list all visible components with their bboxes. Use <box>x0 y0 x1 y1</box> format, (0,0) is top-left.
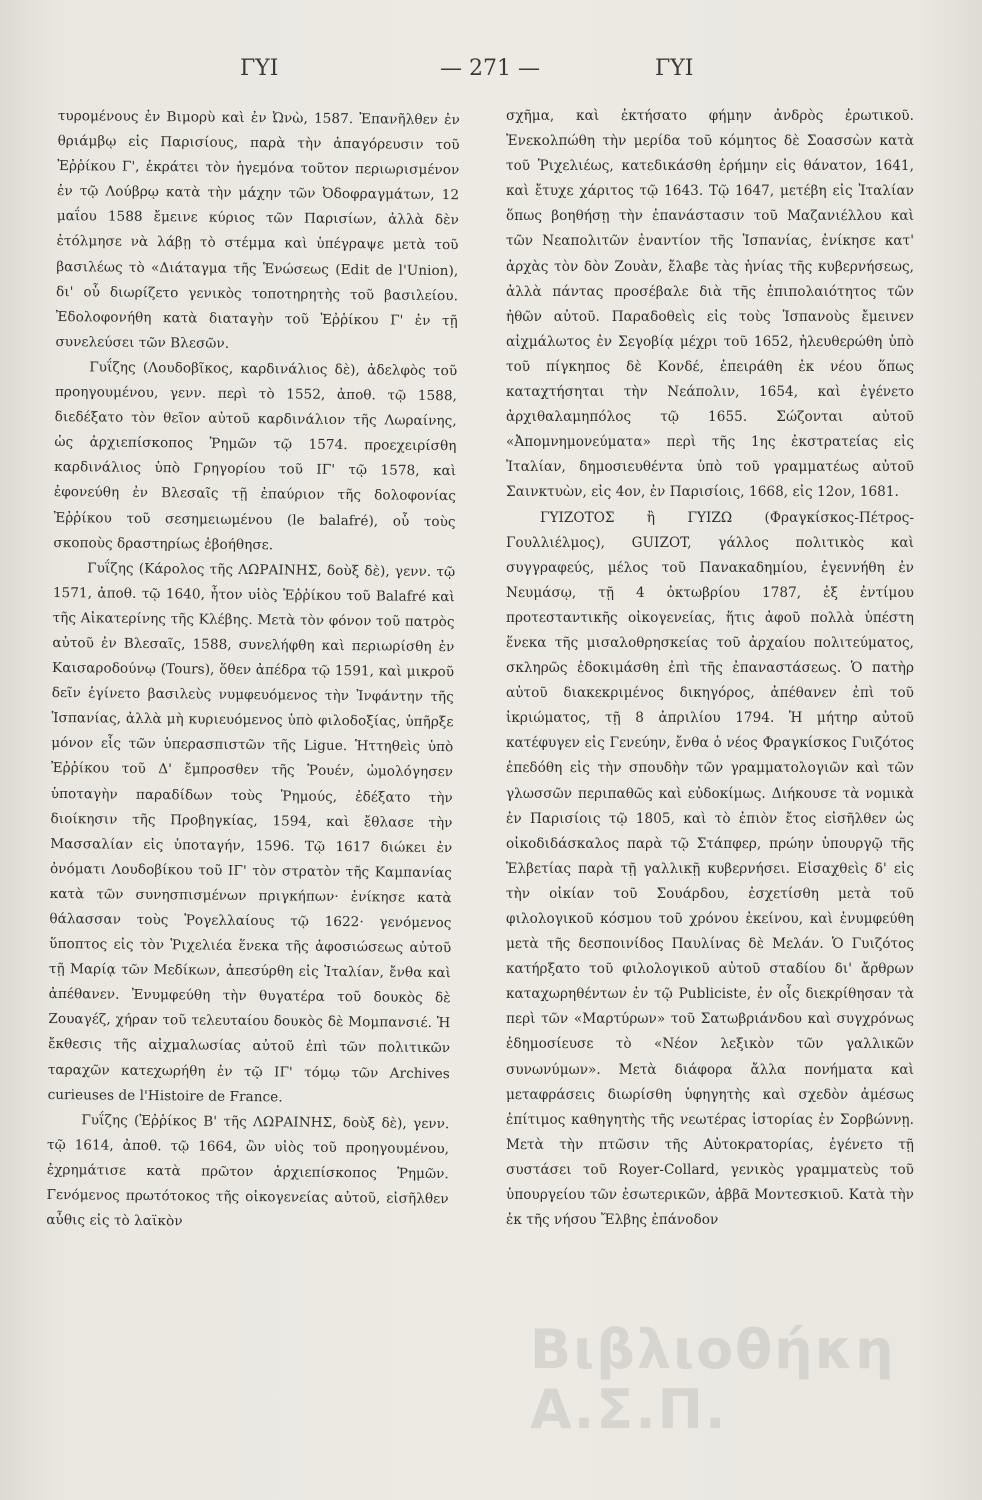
header-left-keyword: ΓΥΙ <box>240 56 279 81</box>
running-header <box>0 56 982 96</box>
library-watermark: Βιβλιοθήκη Α.Σ.Π. <box>530 1318 896 1441</box>
entry-continuation: τυρομένους ἐν Βιμορὺ καὶ ἐν Ὠνὼ, 1587. Ἐπανῆλθεν ἐν θριάμβῳ εἰς Παρισίους, παρὰ τὴν ἀπαγόρευσιν τοῦ Ἐῤῥίκου Γ', ἐκράτει τὸν ἡγεμόνα τοῦτον περιωρισμένον ἐν τῷ Λούβρῳ κατὰ τὴν μάχην τῶν Ὀδοφραγμάτων, 12 μαΐου 1588 ἔμεινε κύριος τῶν Παρισίων, ἀλλὰ δὲν ἐτόλμησε νὰ λάβῃ τὸ στέμμα καὶ ὑπέγραψε μετὰ τοῦ βασιλέως τὸ «Διάταγμα τῆς Ἑνώσεως (Edit de l'Union), δι' οὗ διωρίζετο γενικὸς τοποτηρητὴς τοῦ βασιλείου. Ἐδολοφονήθη κατὰ διαταγὴν τοῦ Ἐῤῥίκου Γ' ἐν τῇ συνελεύσει τῶν Βλεσῶν. <box>55 107 460 352</box>
header-right-keyword: ΓΥΙ <box>655 56 694 81</box>
entry-guise-louis: Γυΐζης (Λουδοβῖκος, καρδινάλιος δὲ), ἀδελφὸς τοῦ προηγουμένου, γενν. περὶ τὸ 1552, ἀποθ. τῷ 1588, διεδέξατο τὸν θεῖον αὐτοῦ καρδινάλιον τῆς Λωραίνης, ὡς ἀρχιεπίσκοπος Ῥημῶν τῷ 1574. προεχειρίσθη καρδινάλιος ὑπὸ Γρηγορίου τοῦ ΙΓ' τῷ 1578, καὶ ἐφονεύθη ἐν Βλεσαῖς τῇ ἐπαύριον τῆς δολοφονίας Ἐῤῥίκου τοῦ σεσημειωμένου (le balafré), οὗ τοὺς σκοποὺς δραστηρίως ἐβοήθησε. <box>53 359 458 553</box>
right-column <box>506 104 914 1233</box>
entry-guizot: ΓΥΙΖΟΤΟΣ ἢ ΓΥΙΖΩ (Φραγκίσκος-Πέτρος-Γουλλιέλμος), GUIZOT, γάλλος πολιτικὸς καὶ συγγραφεύς, μέλος τοῦ Πανακαδημίου, ἐγεννήθη ἐν Νευμάσῳ, τῇ 4 ὀκτωβρίου 1787, ἐξ ἐντίμου προτεσταντικῆς οἰκογενείας, ἥτις ἀφοῦ πολλὰ ὑπέστη ἕνεκα τῆς μισαλοθρησκείας τοῦ ἀρχαίου πολιτεύματος, σκληρῶς ἐδοκιμάσθη ἐπὶ τῆς ἐπαναστάσεως. Ὁ πατὴρ αὐτοῦ διακεκριμένος δικηγόρος, ἀπέθανεν ἐπὶ τοῦ ἰκριώματος, τῇ 8 ἀπριλίου 1794. Ἡ μήτηρ αὐτοῦ κατέφυγεν εἰς Γενεύην, ἔνθα ὁ νέος Φραγκίσκος Γυιζότος ἐπεδόθη εἰς τὴν σπουδὴν τῶν γραμματολογιῶν καὶ τῶν γλωσσῶν περιπαθῶς καὶ εὐδοκίμως. Διήκουσε τὰ νομικὰ ἐν Παρισίοις τῷ 1805, καὶ τὸ ἐπιὸν ἔτος εἰσῆλθεν ὡς οἰκοδιδάσκαλος παρὰ τῷ Στάπφερ, πρώην ὑπουργῷ τῆς Ἑλβετίας παρὰ τῇ γαλλικῇ κυβερνήσει. Εἰσαχθεὶς δ' εἰς τὴν οἰκίαν τοῦ Σουάρδου, ἐσχετίσθη μετὰ τοῦ φιλολογικοῦ κόσμου τοῦ χρόνου ἐκείνου, καὶ ἐνυμφεύθη μετὰ τῆς δεσποινίδος Παυλίνας δὲ Μελάν. Ὁ Γυιζότος κατήρξατο τοῦ φιλολογικοῦ αὐτοῦ σταδίου δι' ἄρθρων καταχωρηθέντων ἐν τῷ Publiciste, ἐν οἷς διεκρίθησαν τὰ περὶ τῶν «Μαρτύρων» τοῦ Σατωβριάνδου καὶ συγχρόνως ἐδημοσίευσε τὸ «Νέον λεξικὸν τῶν γαλλικῶν συνωνύμων». Μετὰ διάφορα ἄλλα πονήματα καὶ μεταφράσεις διωρίσθη ὑφηγητὴς καὶ σχεδὸν ἀμέσως ἐπίτιμος καθηγητὴς τῆς νεωτέρας ἱστορίας ἐν Σορβώννῃ. Μετὰ τὴν πτῶσιν τῆς Αὐτοκρατορίας, ἐγένετο τῇ συστάσει τοῦ Royer-Collard, γενικὸς γραμματεὺς τοῦ ὑπουργείου τῶν ἐσωτερικῶν, ἀββᾶ Μοντεσκιοῦ. Κατὰ τὴν ἐκ τῆς νήσου Ἔλβης ἐπάνοδον <box>506 509 914 1229</box>
left-column <box>46 104 460 1237</box>
page-number: — 271 — <box>440 56 540 81</box>
entry-guise-henri-ii: Γυΐζης (Ἐῤῥίκος Β' τῆς ΛΩΡΑΙΝΗΣ, δοὺξ δὲ), γενν. τῷ 1614, ἀποθ. τῷ 1664, ὢν υἱὸς τοῦ προηγουμένου, ἐχρημάτισε κατὰ πρῶτον ἀρχιεπίσκοπος Ῥημῶν. Γενόμενος πρωτότοκος τῆς οἰκογενείας αὐτοῦ, εἰσῆλθεν αὖθις εἰς τὸ λαϊκὸν <box>46 1112 450 1230</box>
entry-continuation-right: σχῆμα, καὶ ἐκτήσατο φήμην ἀνδρὸς ἐρωτικοῦ. Ἐνεκολπώθη τὴν μερίδα τοῦ κόμητος δὲ Σοασσὼν κατὰ τοῦ Ῥιχελιέως, κατεδικάσθη ἐρήμην εἰς θάνατον, 1641, καὶ ἔτυχε χάριτος τῷ 1643. Τῷ 1647, μετέβη εἰς Ἰταλίαν ὅπως βοηθήσῃ τὴν ἐπανάστασιν τοῦ Μαζανιέλλου καὶ τῶν Νεαπολιτῶν ἐναντίον τῆς Ἱσπανίας, ἐνίκησε κατ' ἀρχὰς τὸν δὸν Ζουὰν, ἔλαβε τὰς ἡνίας τῆς κυβερνήσεως, ἀλλὰ πάντας προσέβαλε διὰ τῆς ἐπιπολαιότητος τῶν ἠθῶν αὐτοῦ. Παραδοθεὶς εἰς τοὺς Ἱσπανοὺς ἔμεινεν αἰχμάλωτος ἐν Σεγοβίᾳ μέχρι τοῦ 1652, ἠλευθερώθη ὑπὸ τοῦ πίγκηπος δὲ Κονδέ, ἐπειράθη ἐκ νέου ὅπως καταχτήσηται τὴν Νεάπολιν, 1654, καὶ ἐγένετο ἀρχιθαλαμηπόλος τῷ 1655. Σώζονται αὐτοῦ «Ἀπομνημονεύματα» περὶ τῆς 1ης ἐκστρατείας εἰς Ἰταλίαν, δημοσιευθέντα ὑπὸ τοῦ γραμματέως αὐτοῦ Σαινκτυὼν, εἰς 4ον, ἐν Παρισίοις, 1668, εἰς 12ον, 1681. <box>506 108 914 501</box>
entry-guise-charles: Γυΐζης (Κάρολος τῆς ΛΩΡΑΙΝΗΣ, δοὺξ δὲ), γενν. τῷ 1571, ἀποθ. τῷ 1640, ἦτον υἱὸς Ἐῤῥίκου τοῦ Balafré καὶ τῆς Αἰκατερίνης τῆς Κλέβης. Μετὰ τὸν φόνον τοῦ πατρὸς αὐτοῦ ἐν Βλεσαῖς, 1588, συνελήφθη καὶ περιωρίσθη ἐν Καισαροδούνῳ (Tours), ὅθεν ἀπέδρα τῷ 1591, καὶ μικροῦ δεῖν ἐγίνετο βασιλεὺς νυμφευόμενος τὴν Ἰνφάντην τῆς Ἱσπανίας, ἀλλὰ μὴ κυριευόμενος ὑπὸ φιλοδοξίας, ὑπῆρξε μόνον εἷς τῶν ὑπερασπιστῶν τῆς Ligue. Ἡττηθεὶς ὑπὸ Ἐῤῥίκου τοῦ Δ' ἔμπροσθεν τῆς Ῥουέν, ὡμολόγησεν ὑποταγὴν παραδίδων τοὺς Ῥημούς, ἐδέξατο τὴν διοίκησιν τῆς Προβηγκίας, 1594, καὶ ἔθλασε τὴν Μασσαλίαν εἰς ὑποταγήν, 1596. Τῷ 1617 διώκει ἐν ὀνόματι Λουδοβίκου τοῦ ΙΓ' τὸν στρατὸν τῆς Καμπανίας κατὰ τῶν συνησπισμένων πριγκήπων· ἐνίκησε κατὰ θάλασσαν τοὺς Ῥογελλαίους τῷ 1622· γενόμενος ὕποπτος εἰς τὸν Ῥιχελιέα ἕνεκα τῆς ἀφοσιώσεως αὐτοῦ τῇ Μαρίᾳ τῶν Μεδίκων, ἀπεσύρθη εἰς Ἰταλίαν, ἔνθα καὶ ἀπέθανεν. Ἐνυμφεύθη τὴν θυγατέρα τοῦ δουκὸς δὲ Ζουαγέζ, χήραν τοῦ τελευταίου δουκὸς δὲ Μομπανσιέ. Ἡ ἔκθεσις τῆς αἰχμαλωσίας αὐτοῦ ἐπὶ τῶν πολιτικῶν ταραχῶν κατεχωρήθη ἐν τῷ ΙΓ' τόμῳ τῶν Archives curieuses de l'Histoire de France. <box>47 560 456 1106</box>
